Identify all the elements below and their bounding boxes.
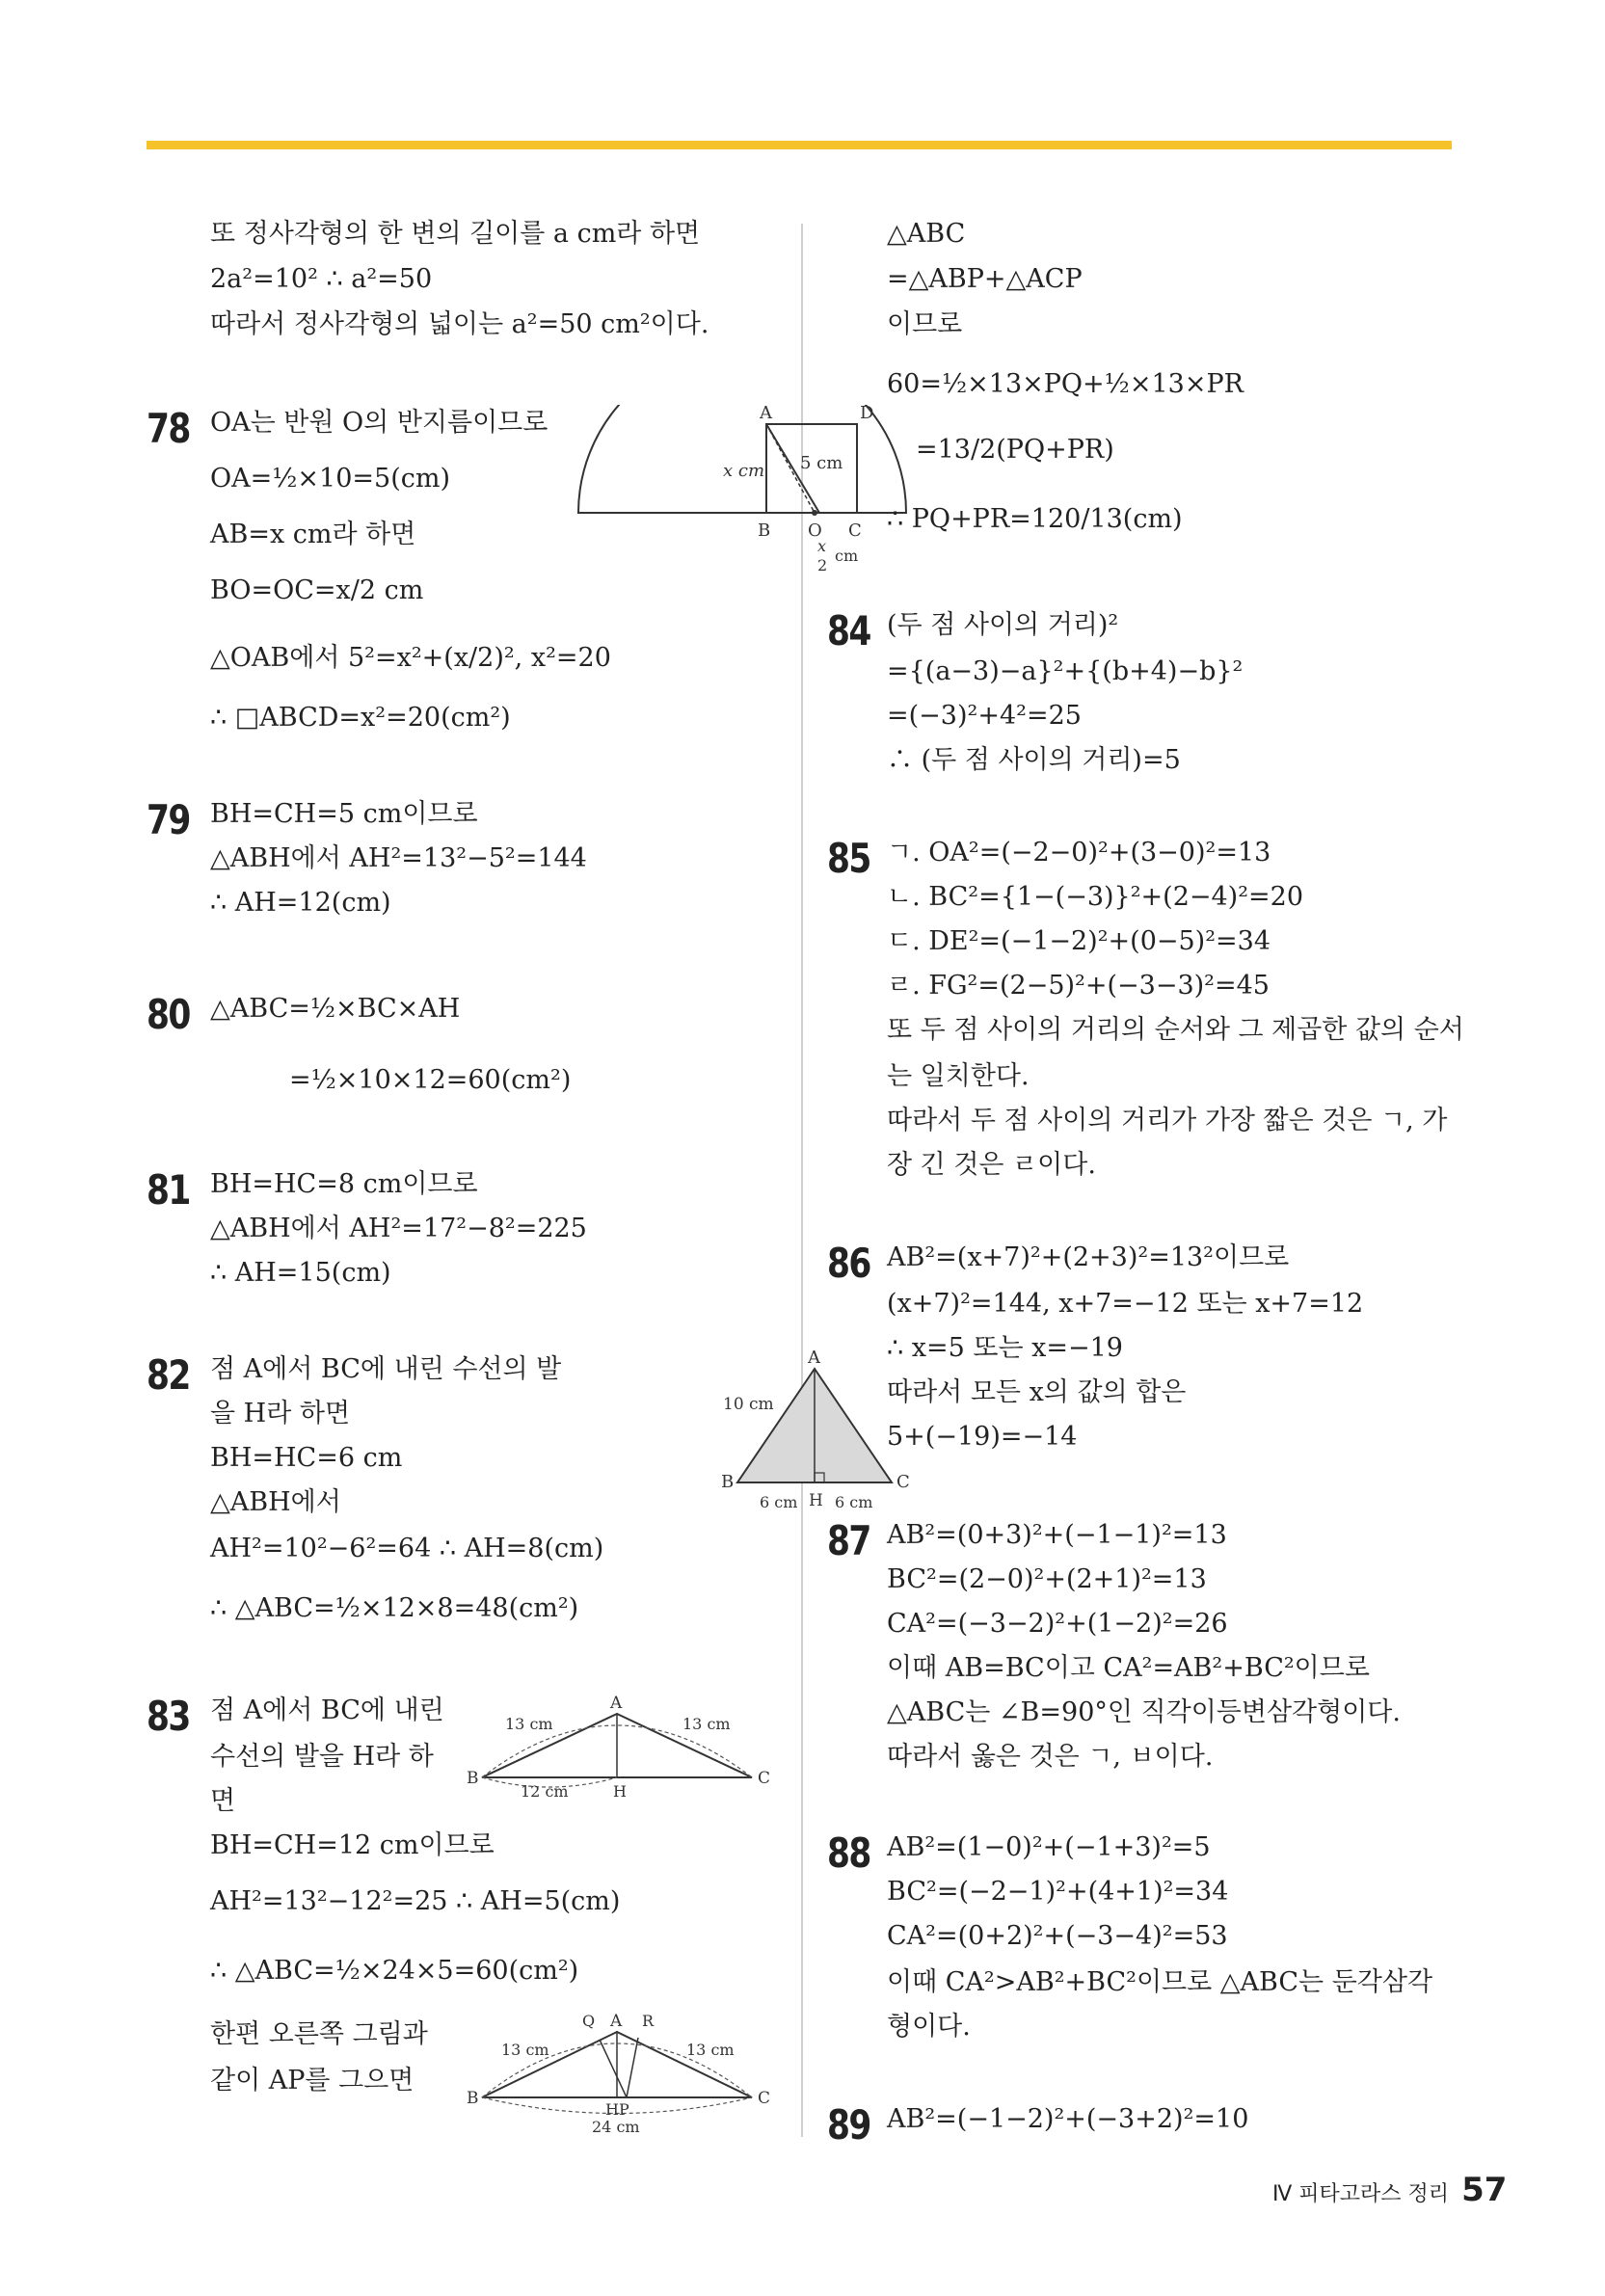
label-5cm: 5 cm: [800, 453, 843, 473]
top-accent-bar: [147, 141, 1452, 149]
problem-number: 78: [147, 405, 190, 452]
solution-line: ∴ x=5 또는 x=−19: [887, 1333, 1123, 1363]
label-A: A: [760, 405, 772, 423]
problem-number: 89: [827, 2101, 870, 2149]
solution-line: ∴ △ABC=½×12×8=48(cm²): [210, 1593, 579, 1623]
solution-line: =△ABP+△ACP: [887, 264, 1083, 294]
label-B: B: [467, 2089, 479, 2108]
solution-line: △ABC=½×BC×AH: [210, 994, 461, 1024]
solution-line: ∴ △ABC=½×24×5=60(cm²): [210, 1956, 579, 1986]
solution-line: BO=OC=x/2 cm: [210, 575, 424, 605]
label-H: H: [809, 1491, 823, 1510]
semicircle-square-figure: [569, 405, 925, 578]
intro-line: 또 정사각형의 한 변의 길이를 a cm라 하면: [210, 219, 701, 249]
label-cm: cm: [835, 547, 859, 565]
label-H: H: [613, 1782, 627, 1799]
intro-line: 따라서 정사각형의 넓이는 a²=50 cm²이다.: [210, 309, 709, 339]
solution-line: AH²=10²−6²=64 ∴ AH=8(cm): [210, 1534, 604, 1563]
label-A: A: [610, 2012, 623, 2031]
solution-line: AB²=(−1−2)²+(−3+2)²=10: [887, 2104, 1249, 2134]
solution-line: △ABH에서 AH²=17²−8²=225: [210, 1214, 587, 1243]
page-footer: [1272, 2171, 1507, 2209]
label-A: A: [808, 1349, 820, 1368]
obtuse-isosceles-figure: [463, 1693, 925, 1799]
chapter-title: Ⅳ 피타고라스 정리: [1272, 2182, 1450, 2206]
solution-line: BH=CH=5 cm이므로: [210, 799, 478, 829]
problem-number: 82: [147, 1351, 190, 1399]
solution-line: 따라서 옳은 것은 ㄱ, ㅂ이다.: [887, 1742, 1214, 1772]
solution-line: △ABC는 ∠B=90°인 직각이등변삼각형이다.: [887, 1697, 1401, 1727]
solution-line: BC²=(−2−1)²+(4+1)²=34: [887, 1877, 1229, 1907]
solution-line: 는 일치한다.: [887, 1061, 1030, 1091]
solution-line: ㄱ. OA²=(−2−0)²+(3−0)²=13: [887, 838, 1271, 868]
solution-line: 60=½×13×PQ+½×13×PR: [887, 369, 1244, 399]
label-R: R: [642, 2012, 655, 2030]
solution-line: ㄷ. DE²=(−1−2)²+(0−5)²=34: [887, 926, 1271, 956]
solution-line: 형이다.: [887, 2012, 971, 2042]
label-B: B: [758, 521, 771, 541]
solution-line: BH=HC=6 cm: [210, 1443, 403, 1473]
solution-line: ∴ AH=12(cm): [210, 888, 391, 918]
solution-line: AB²=(0+3)²+(−1−1)²=13: [887, 1520, 1227, 1550]
label-HP: HP: [605, 2100, 629, 2119]
solution-line: 수선의 발을 H라 하: [210, 1742, 434, 1772]
intro-line: 2a²=10² ∴ a²=50: [210, 264, 433, 294]
problem-number: 80: [147, 991, 190, 1038]
solution-line: 점 A에서 BC에 내린 수선의 발: [210, 1354, 562, 1384]
label-right: 13 cm: [682, 1715, 731, 1733]
solution-line: 이때 CA²>AB²+BC²이므로 △ABC는 둔각삼각: [887, 1967, 1433, 1997]
label-A: A: [610, 1694, 623, 1713]
problem-number: 88: [827, 1829, 870, 1877]
solution-line: ={(a−3)−a}²+{(b+4)−b}²: [887, 656, 1244, 686]
solution-line: =½×10×12=60(cm²): [289, 1065, 572, 1095]
problem-number: 86: [827, 1240, 870, 1287]
solution-line: 장 긴 것은 ㄹ이다.: [887, 1150, 1096, 1180]
solution-line: ∴ (두 점 사이의 거리)=5: [887, 745, 1181, 775]
page-number: 57: [1461, 2171, 1508, 2209]
solution-line: (x+7)²=144, x+7=−12 또는 x+7=12: [887, 1289, 1364, 1319]
solution-line: 또 두 점 사이의 거리의 순서와 그 제곱한 값의 순서: [887, 1015, 1464, 1045]
problem-number: 83: [147, 1693, 190, 1740]
problem-number: 87: [827, 1517, 870, 1564]
solution-line: 이므로: [887, 309, 963, 339]
label-D: D: [860, 405, 874, 423]
label-right: 13 cm: [686, 2041, 735, 2059]
solution-line: =13/2(PQ+PR): [916, 435, 1114, 465]
label-C: C: [896, 1472, 910, 1492]
label-base: 12 cm: [521, 1782, 569, 1799]
solution-line: 을 H라 하면: [210, 1399, 351, 1428]
solution-line: AB²=(1−0)²+(−1+3)²=5: [887, 1832, 1211, 1862]
label-side: 10 cm: [723, 1395, 774, 1414]
solution-line: OA=½×10=5(cm): [210, 464, 450, 494]
label-B: B: [467, 1769, 479, 1788]
solution-line: 같이 AP를 그으면: [210, 2066, 415, 2096]
label-half-right: 6 cm: [835, 1493, 873, 1511]
label-left: 13 cm: [501, 2041, 549, 2059]
label-C: C: [758, 1769, 771, 1788]
solution-line: 5+(−19)=−14: [887, 1422, 1078, 1452]
label-C: C: [758, 2089, 771, 2108]
label-left: 13 cm: [505, 1715, 553, 1733]
solution-line: ㄹ. FG²=(2−5)²+(−3−3)²=45: [887, 971, 1270, 1001]
solution-line: △ABC: [887, 219, 966, 249]
label-half-left: 6 cm: [760, 1493, 798, 1511]
solution-line: BC²=(2−0)²+(2+1)²=13: [887, 1564, 1207, 1594]
problem-number: 79: [147, 796, 190, 843]
solution-line: △OAB에서 5²=x²+(x/2)², x²=20: [210, 643, 611, 673]
isosceles-triangle-figure: [569, 1349, 925, 1523]
label-B: B: [721, 1472, 735, 1492]
solution-line: △ABH에서: [210, 1487, 341, 1517]
solution-line: 따라서 두 점 사이의 거리가 가장 짧은 것은 ㄱ, 가: [887, 1106, 1448, 1135]
label-O: O: [808, 521, 822, 541]
solution-line: ∴ □ABCD=x²=20(cm²): [210, 703, 511, 733]
solution-line: AB=x cm라 하면: [210, 520, 416, 549]
solution-line: CA²=(−3−2)²+(1−2)²=26: [887, 1609, 1228, 1639]
solution-line: 한편 오른쪽 그림과: [210, 2019, 428, 2049]
problem-number: 84: [827, 607, 870, 654]
solution-line: ㄴ. BC²={1−(−3)}²+(2−4)²=20: [887, 882, 1304, 912]
solution-line: CA²=(0+2)²+(−3−4)²=53: [887, 1921, 1228, 1951]
solution-line: AB²=(x+7)²+(2+3)²=13²이므로: [887, 1242, 1290, 1272]
problem-number: 85: [827, 835, 870, 882]
label-half-2: 2: [817, 556, 828, 574]
solution-line: BH=CH=12 cm이므로: [210, 1830, 495, 1860]
label-base: 24 cm: [592, 2118, 640, 2134]
solution-line: △ABH에서 AH²=13²−5²=144: [210, 843, 587, 873]
solution-line: 따라서 모든 x의 값의 합은: [887, 1377, 1187, 1407]
solution-line: ∴ PQ+PR=120/13(cm): [887, 504, 1183, 534]
label-half-x: x: [817, 537, 827, 555]
solution-line: BH=HC=8 cm이므로: [210, 1169, 478, 1199]
solution-line: =(−3)²+4²=25: [887, 701, 1082, 731]
solution-line: 면: [210, 1786, 236, 1816]
solution-line: AH²=13²−12²=25 ∴ AH=5(cm): [210, 1886, 621, 1916]
problem-number: 81: [147, 1166, 190, 1214]
label-Q: Q: [582, 2012, 596, 2030]
solution-line: OA는 반원 O의 반지름이므로: [210, 408, 548, 438]
solution-line: 이때 AB=BC이고 CA²=AB²+BC²이므로: [887, 1653, 1370, 1683]
label-x-cm: x cm: [723, 461, 765, 481]
solution-line: ∴ AH=15(cm): [210, 1258, 391, 1288]
label-C: C: [848, 521, 862, 541]
solution-line: (두 점 사이의 거리)²: [887, 610, 1119, 640]
solution-line: 점 A에서 BC에 내린: [210, 1695, 444, 1725]
